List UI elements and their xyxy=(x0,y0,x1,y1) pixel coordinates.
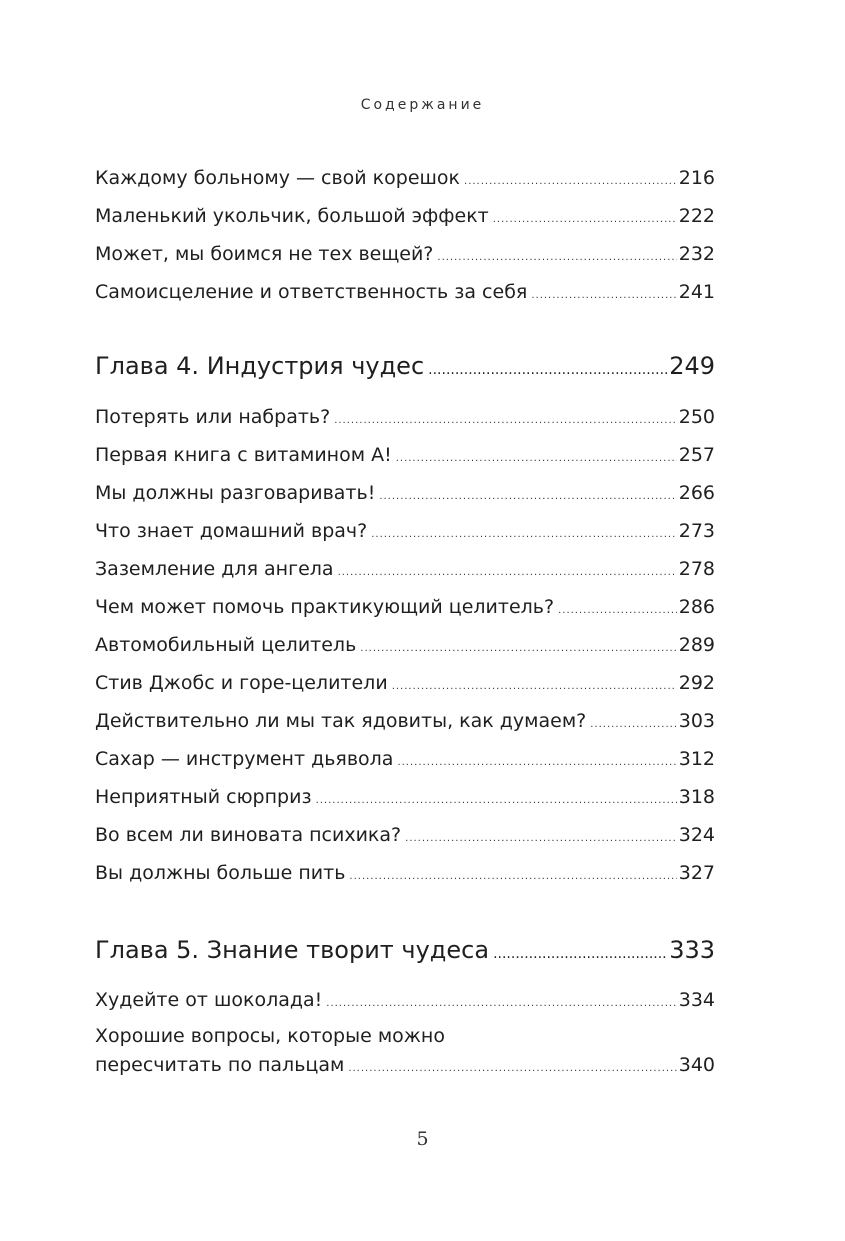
toc-entry-title-line2-row xyxy=(95,1051,715,1080)
toc-entry-title: Маленький укольчик, большой эффект xyxy=(95,205,489,227)
toc-entry[interactable] xyxy=(95,280,715,304)
toc-entry-page: 289 xyxy=(678,634,715,656)
toc-entry-title: Заземление для ангела xyxy=(95,558,334,580)
dot-leader xyxy=(437,253,676,263)
toc-entry-title: Потерять или набрать? xyxy=(95,406,331,428)
dot-leader xyxy=(428,363,667,377)
toc-entry[interactable] xyxy=(95,557,715,581)
toc-entry-page: 303 xyxy=(678,710,715,732)
toc-entry-title-line1: Хорошие вопросы, которые можно xyxy=(95,1025,445,1047)
dot-leader xyxy=(334,416,677,426)
toc-entry-page: 257 xyxy=(678,444,715,466)
toc-entry-title: Худейте от шоколада! xyxy=(95,989,323,1011)
chapter-page: 249 xyxy=(669,352,715,380)
chapter-title: Глава 4. Индустрия чудес xyxy=(95,352,425,380)
toc-entry[interactable] xyxy=(95,405,715,429)
dot-leader xyxy=(397,758,676,768)
toc-entry[interactable] xyxy=(95,633,715,657)
toc-entry-title: Стив Джобс и горе-целители xyxy=(95,672,388,694)
toc-entry[interactable] xyxy=(95,204,715,228)
toc-entry-page: 327 xyxy=(678,862,715,884)
toc-entry-title: Автомобильный целитель xyxy=(95,634,357,656)
toc-entry-page: 273 xyxy=(678,520,715,542)
toc-entry[interactable] xyxy=(95,709,715,733)
dot-leader xyxy=(349,872,676,882)
toc-entry-page: 292 xyxy=(678,672,715,694)
toc-entry-page: 266 xyxy=(678,482,715,504)
toc-entry[interactable] xyxy=(95,785,715,809)
running-title: Содержание xyxy=(360,97,485,113)
dot-leader xyxy=(379,492,676,502)
toc-entry-title-line2: пересчитать по пальцам xyxy=(95,1054,345,1076)
toc-entry-multiline[interactable] xyxy=(95,1022,715,1080)
toc-entry-title: Сахар — инструмент дьявола xyxy=(95,748,394,770)
dot-leader xyxy=(316,796,677,806)
toc-entry-title: Чем может помочь практикующий целитель? xyxy=(95,596,555,618)
toc-entry-title: Мы должны разговаривать! xyxy=(95,482,376,504)
toc-entry-title: Во всем ли виновата психика? xyxy=(95,824,402,846)
dot-leader xyxy=(558,606,677,616)
toc-entry-title: Неприятный сюрприз xyxy=(95,786,312,808)
toc-chapter-heading[interactable] xyxy=(95,935,715,965)
toc-entry[interactable] xyxy=(95,443,715,467)
toc-entry-title: Вы должны больше пить xyxy=(95,862,346,884)
dot-leader xyxy=(405,834,677,844)
dot-leader xyxy=(493,215,677,225)
dot-leader xyxy=(590,720,676,730)
dot-leader xyxy=(392,682,677,692)
toc-chapter-heading[interactable] xyxy=(95,351,715,381)
page-number: 5 xyxy=(416,1128,429,1150)
toc-entry-title: Самоисцеление и ответственность за себя xyxy=(95,281,528,303)
toc-entry-page: 216 xyxy=(678,167,715,189)
toc-entry[interactable] xyxy=(95,242,715,266)
toc-entry-page: 241 xyxy=(678,281,715,303)
toc-entry-page: 222 xyxy=(678,205,715,227)
toc-entry[interactable] xyxy=(95,861,715,885)
toc-entry[interactable] xyxy=(95,988,715,1012)
toc-entry-page: 334 xyxy=(678,989,715,1011)
toc-entry-page: 324 xyxy=(678,824,715,846)
toc-entry-title: Каждому больному — свой корешок xyxy=(95,167,461,189)
dot-leader xyxy=(493,947,667,961)
toc-entry-title: Может, мы боимся не тех вещей? xyxy=(95,243,434,265)
toc-entry-page: 340 xyxy=(678,1054,715,1076)
dot-leader xyxy=(360,644,676,654)
dot-leader xyxy=(396,454,677,464)
toc-entry[interactable] xyxy=(95,595,715,619)
dot-leader xyxy=(531,291,676,301)
dot-leader xyxy=(338,568,677,578)
dot-leader xyxy=(371,530,677,540)
toc-entry-page: 232 xyxy=(678,243,715,265)
toc-entry[interactable] xyxy=(95,166,715,190)
toc-entry[interactable] xyxy=(95,481,715,505)
toc-entry-title: Что знает домашний врач? xyxy=(95,520,368,542)
toc-entry[interactable] xyxy=(95,747,715,771)
toc-entry[interactable] xyxy=(95,519,715,543)
toc-entry-title: Первая книга с витамином А! xyxy=(95,444,392,466)
toc-entry-title: Действительно ли мы так ядовиты, как думаем? xyxy=(95,710,587,732)
toc-entry-page: 250 xyxy=(678,406,715,428)
toc-entry-page: 312 xyxy=(678,748,715,770)
chapter-title: Глава 5. Знание творит чудеса xyxy=(95,936,490,964)
toc-entry[interactable] xyxy=(95,823,715,847)
toc-entry[interactable] xyxy=(95,671,715,695)
toc-entry-page: 318 xyxy=(678,786,715,808)
dot-leader xyxy=(326,999,676,1009)
toc-entry-page: 286 xyxy=(678,596,715,618)
dot-leader xyxy=(348,1064,676,1074)
chapter-page: 333 xyxy=(669,936,715,964)
toc-entry-page: 278 xyxy=(678,558,715,580)
dot-leader xyxy=(464,177,677,187)
